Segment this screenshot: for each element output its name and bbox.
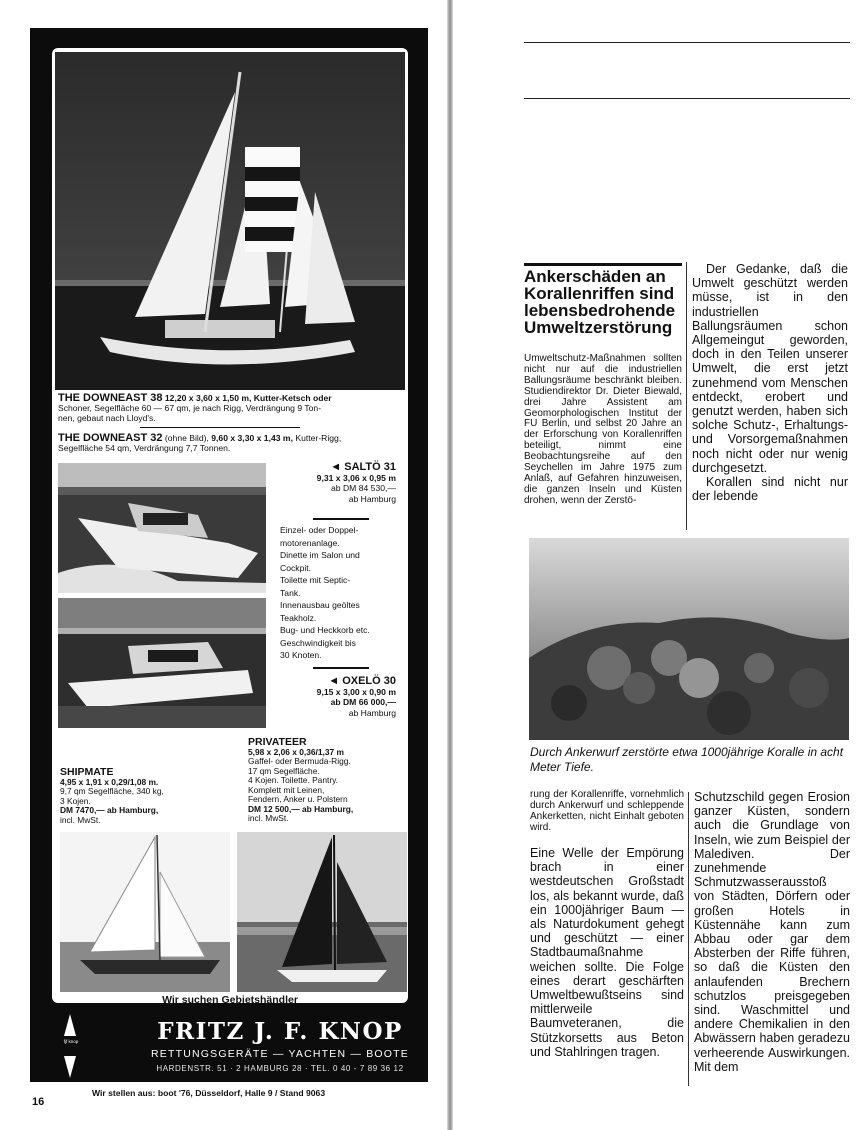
model-name-salto-31: ◄ SALTÖ 31 — [330, 461, 396, 473]
article-column-1-bottom: rung der Korallenriffe, vornehmlich durch Ankerwurf und schleppende Ankerketten, nicht Einhalt geboten wird. — [530, 789, 684, 833]
article-column-1-bottom-body: Eine Welle der Empörung brach in einer westdeutschen Großstadt los, als bekannt wurde, daß ein 1000jähriger Baum — als Naturdokument gehegt und geschützt — einer Stadtbaumaßnahme weichen sollte. Die Folge eines derart geschärften Umweltbewußtseins sind mittlerweile Baumveteranen, die Stützkorsetts aus Beton und Stahlringen tragen. — [530, 846, 684, 1059]
spec-oxelo-30: ◄ OXELÖ 30 9,15 x 3,00 x 0,90 m ab DM 66 000,— ab Hamburg — [270, 676, 396, 718]
model-name-downeast-38: THE DOWNEAST 38 — [58, 392, 163, 404]
divider — [313, 518, 369, 520]
divider — [313, 667, 369, 669]
model-name-shipmate: SHIPMATE — [60, 766, 114, 778]
article-headline-box — [524, 263, 682, 336]
model-name-downeast-32: THE DOWNEAST 32 — [58, 432, 163, 444]
spec-downeast-32: THE DOWNEAST 32 (ohne Bild), 9,60 x 3,30 x 1,43 m, Kutter-Rigg, Segelfläche 54 qm, Verdrängung 7,7 Tonnen. — [58, 432, 342, 453]
spec-shipmate: SHIPMATE 4,95 x 1,91 x 0,29/1,08 m. 9,7 qm Segelfläche, 340 kg, 3 Kojen. DM 7470,— ab Hamburg, incl. MwSt. — [60, 768, 240, 825]
spec-privateer: PRIVATEER 5,98 x 2,06 x 0,36/1,37 m Gaffel- oder Bermuda-Rigg. 17 qm Segelfläche. 4 Kojen. Toilette. Pantry. Komplett mit Leinen, Fendern, Anker u. Polstern DM 12 500,— ab Hamburg, incl. MwSt. — [248, 738, 408, 824]
photo-salto-31 — [58, 463, 266, 593]
exhibit-notice: Wir stellen aus: boot '76, Düsseldorf, Halle 9 / Stand 9063 — [92, 1088, 326, 1098]
brand-tagline: RETTUNGSGERÄTE — YACHTEN — BOOTE — [151, 1048, 409, 1060]
photo-shipmate — [60, 832, 230, 992]
article-intro: Umweltschutz-Maßnahmen sollten nicht nur auf die industriellen Ballungsräume beschränkt bleiben. Studiendirektor Dr. Dieter Biewald, drei Jahre Assistent am Geomorphologischen Institut der FU Berlin, und selbst 20 Jahre an der Erforschung von Korallenriffen beteiligt, nimmt eine Beobachtungsreihe auf den Seychellen im Jahre 1975 zum Anlaß, auf Gefahren hinzuweisen, die ganzen Inseln und Küsten drohen, wenn der Zerstö- — [524, 353, 682, 506]
brand-name: FRITZ J. F. KNOP — [157, 1018, 403, 1045]
photo-damaged-coral — [529, 538, 849, 740]
article-column-2-bottom: Schutzschild gegen Erosion ganzer Küsten, sondern auch die Grundlage von Inseln, wie zum Beispiel der Malediven. Der zunehmende Schmutzwasserausstoß von Städten, Dörfern oder großen Hotels in Küstennähe kann zum Abbau oder gar dem Absterben der Riffe führen, so daß die Küsten den anlaufenden Brechern schutzlos preisgegeben sind. Waschmittel und andere Chemikalien in den Abwässern haben geradezu verheerende Auswirkungen. Mit dem — [694, 790, 850, 1074]
top-rule — [524, 98, 850, 99]
column-rule — [686, 262, 687, 530]
top-rule — [524, 42, 850, 43]
photo-downeast-38-ketch — [55, 52, 405, 390]
page-number: 16 — [32, 1096, 45, 1108]
knop-logo-icon: fjf knop — [62, 1014, 78, 1078]
spec-salto-31: ◄ SALTÖ 31 9,31 x 3,06 x 0,95 m ab DM 84 530,— ab Hamburg — [270, 462, 396, 504]
spec-downeast-38: THE DOWNEAST 38 12,20 x 3,60 x 1,50 m, Kutter-Ketsch oder Schoner, Segelfläche 60 — 67 qm, je nach Rigg, Verdrängung 9 Ton- nen, gebaut nach Lloyd's. — [58, 392, 332, 423]
article-headline: Ankerschäden an Korallenriffen sind lebensbedrohende Umweltzerstörung — [524, 267, 676, 337]
photo-caption: Durch Ankerwurf zerstörte etwa 1000jährige Koralle in acht Meter Tiefe. — [530, 745, 844, 774]
model-name-oxelo-30: ◄ OXELÖ 30 — [328, 675, 396, 687]
divider — [140, 427, 300, 428]
column-rule — [688, 792, 689, 1086]
page-gutter — [447, 0, 453, 1130]
brand-address: HARDENSTR. 51 · 2 HAMBURG 28 · TEL. 0 40 - 7 89 36 12 — [156, 1064, 404, 1073]
photo-privateer — [237, 832, 407, 992]
dealer-wanted-text: Wir suchen Gebietshändler — [162, 994, 298, 1006]
photo-oxelo-30 — [58, 598, 266, 728]
model-name-privateer: PRIVATEER — [248, 736, 307, 748]
feature-list: Einzel- oder Doppel- motorenanlage. Dinette im Salon und Cockpit. Toilette mit Septic- Tank. Innenausbau geöltes Teakholz. Bug- und Heckkorb etc. Geschwindigkeit bis 30 Knoten. — [280, 525, 370, 660]
article-column-2-top: Der Gedanke, daß die Umwelt geschützt werden müsse, ist in den industriellen Ballungsräumen schon Allgemeingut geworden, doch in den Teilen unserer Umwelt, die erst jetzt zunehmend vom Menschen entdeckt, erobert und genutzt werden, haben sich solche Schutz-, Erhaltungs- und Vorsorgemaßnahmen noch nicht oder nur wenig durchgesetzt. Korallen sind nicht nur der lebende — [692, 262, 848, 504]
